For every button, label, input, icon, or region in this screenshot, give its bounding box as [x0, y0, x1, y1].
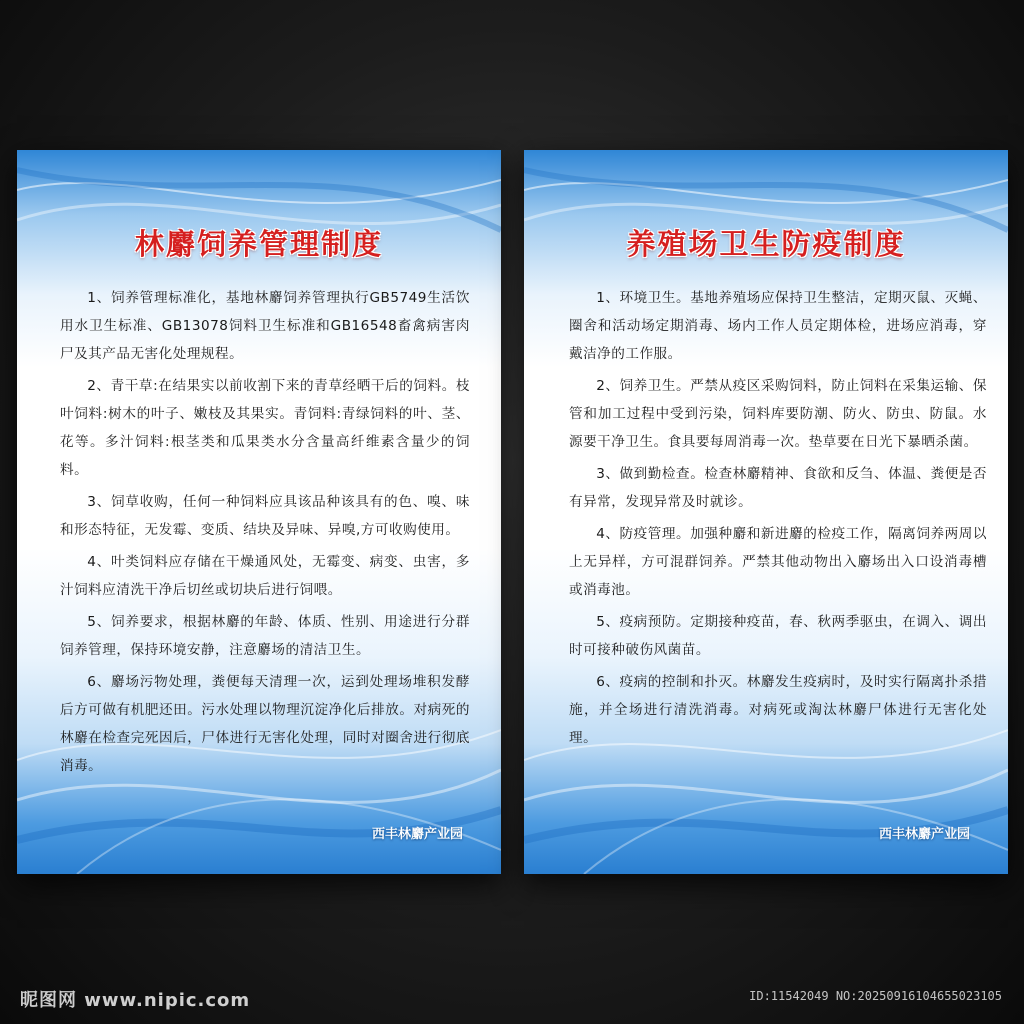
paragraph: 6、麝场污物处理，粪便每天清理一次，运到处理场堆积发酵后方可做有机肥还田。污水处理以物理沉淀净化后排放。对病死的林麝在检查完死因后，尸体进行无害化处理，同时对圈舍进行彻底消毒。: [60, 674, 470, 774]
poster-title: 养殖场卫生防疫制度: [626, 227, 906, 261]
poster-epidemic-prevention: [524, 150, 1008, 874]
paragraph: 5、饲养要求，根据林麝的年龄、体质、性别、用途进行分群饲养管理，保持环境安静，注意麝场的清洁卫生。: [60, 614, 470, 658]
paragraph: 5、疫病预防。定期接种疫苗，春、秋两季驱虫，在调入、调出时可接种破伤风菌苗。: [569, 614, 987, 658]
paragraph: 2、饲养卫生。严禁从疫区采购饲料，防止饲料在采集运输、保管和加工过程中受到污染，饲料库要防潮、防火、防虫、防鼠。水源要干净卫生。食具要每周消毒一次。垫草要在日光下暴晒杀菌。: [569, 378, 987, 450]
paragraph: 4、叶类饲料应存储在干燥通风处，无霉变、病变、虫害，多汁饲料应清洗干净后切丝或切块后进行饲喂。: [60, 554, 470, 598]
poster-feeding-management: [17, 150, 501, 874]
paragraph: 2、青干草:在结果实以前收割下来的青草经晒干后的饲料。枝叶饲料:树木的叶子、嫩枝及其果实。青饲料:青绿饲料的叶、茎、花等。多汁饲料:根茎类和瓜果类水分含量高纤维素含量少的饲料。: [60, 378, 470, 478]
poster-body: [569, 284, 987, 756]
paragraph: 1、饲养管理标准化，基地林麝饲养管理执行GB5749生活饮用水卫生标准、GB13078饲料卫生标准和GB16548畜禽病害肉尸及其产品无害化处理规程。: [60, 290, 470, 362]
paragraph: 3、做到勤检查。检查林麝精神、食欲和反刍、体温、粪便是否有异常，发现异常及时就诊。: [569, 466, 987, 510]
watermark-id: ID:11542049 NO:20250916104655023105: [749, 989, 1002, 1003]
paragraph: 4、防疫管理。加强种麝和新进麝的检疫工作，隔离饲养两周以上无异样，方可混群饲养。严禁其他动物出入麝场出入口设消毒槽或消毒池。: [569, 526, 987, 598]
poster-title: 林麝饲养管理制度: [134, 227, 383, 261]
paragraph: 6、疫病的控制和扑灭。林麝发生疫病时，及时实行隔离扑杀措施，并全场进行清洗消毒。对病死或淘汰林麝尸体进行无害化处理。: [569, 674, 987, 746]
watermark-logo: 昵图网 www.nipic.com: [20, 990, 251, 1011]
poster-body: [60, 284, 470, 784]
organization-footer: 西丰林麝产业园: [371, 827, 463, 842]
organization-footer: 西丰林麝产业园: [878, 827, 970, 842]
paragraph: 1、环境卫生。基地养殖场应保持卫生整洁，定期灭鼠、灭蝇、圈舍和活动场定期消毒、场内工作人员定期体检，进场应消毒，穿戴洁净的工作服。: [569, 290, 987, 362]
paragraph: 3、饲草收购，任何一种饲料应具该品种该具有的色、嗅、味和形态特征，无发霉、变质、结块及异味、异嗅,方可收购使用。: [60, 494, 470, 538]
